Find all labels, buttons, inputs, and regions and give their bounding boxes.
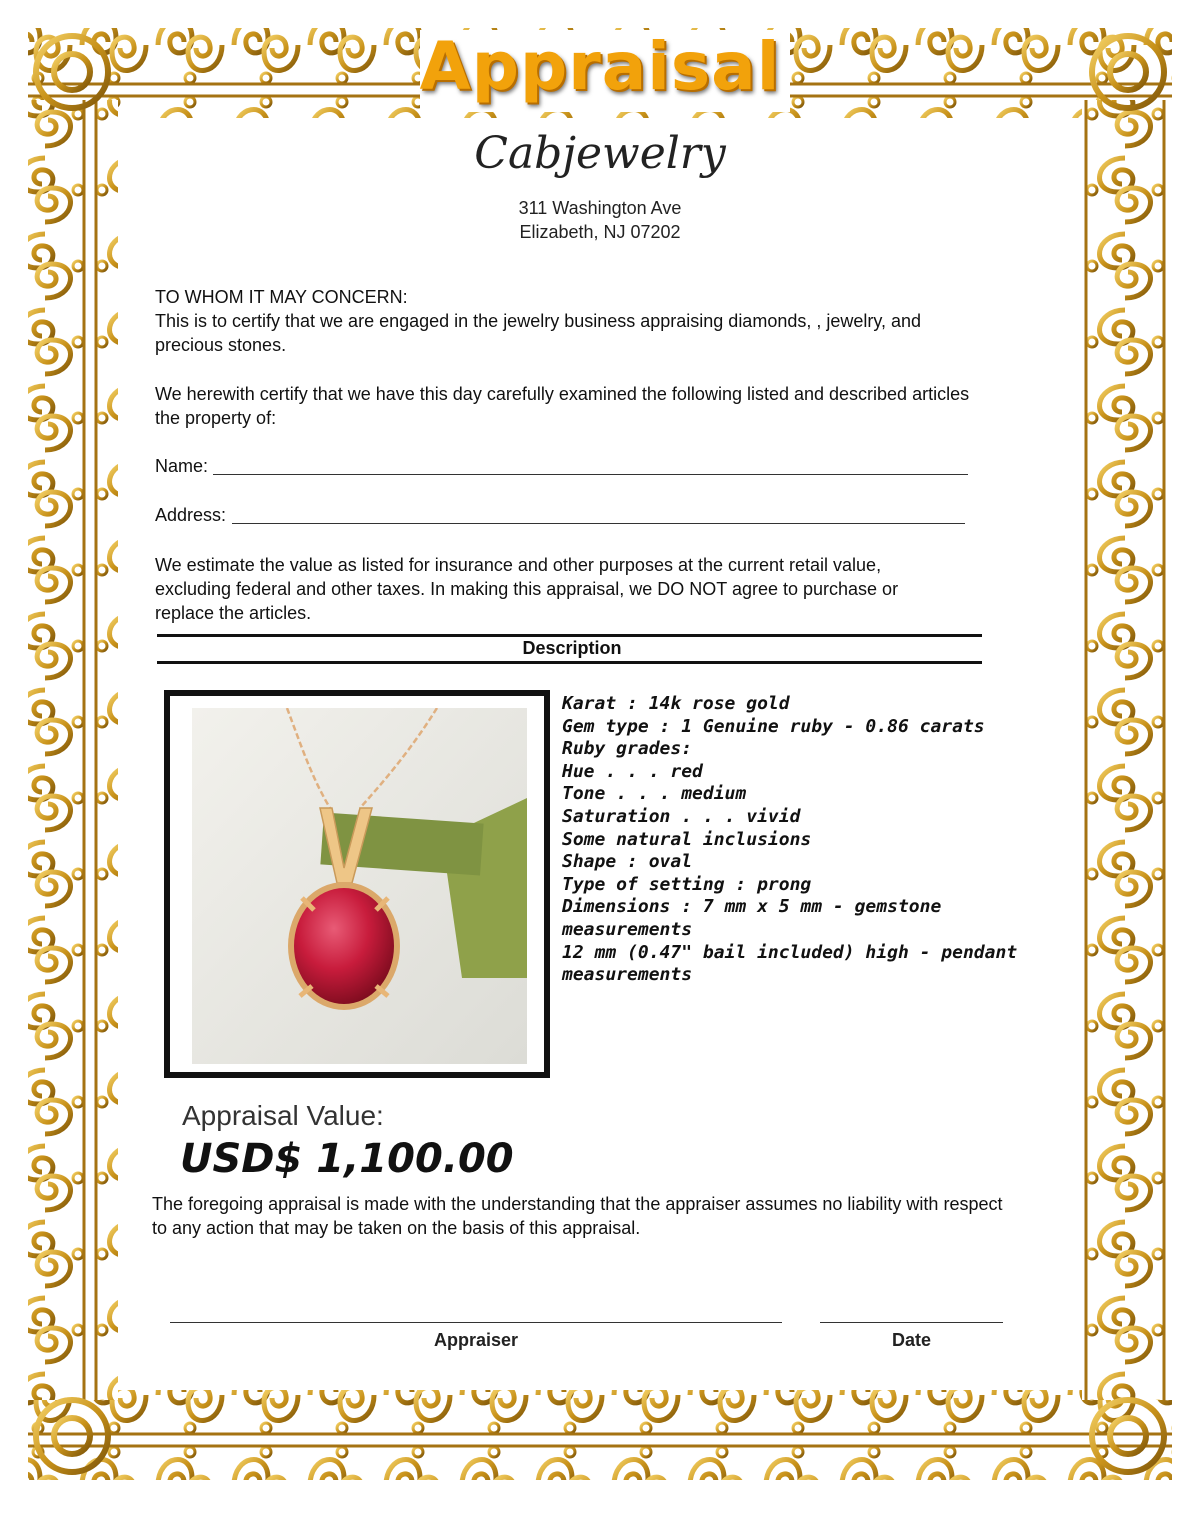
description-details <box>562 693 1042 987</box>
ruby-pendant-photo <box>192 708 527 1064</box>
detail-line: Saturation . . . vivid <box>562 805 801 827</box>
disclaimer-paragraph: The foregoing appraisal is made with the understanding that the appraiser assumes no liability with respect to any action that may be taken on the basis of this appraisal. <box>152 1194 1003 1238</box>
detail-line: 12 mm (0.47" bail included) high - pendant measurements <box>562 941 1028 986</box>
appraiser-label: Appraiser <box>433 1330 519 1350</box>
detail-line: Karat : 14k rose gold <box>562 693 790 714</box>
detail-line: Gem type : 1 Genuine ruby - 0.86 carats <box>562 715 985 737</box>
appraisal-value-label: Appraisal Value: <box>182 1100 384 1131</box>
intro-paragraph-2: We herewith certify that we have this day carefully examined the following listed and described articles the property of: <box>155 384 970 428</box>
description-rule-bottom <box>157 661 982 664</box>
page-title: Appraisal <box>419 28 781 105</box>
detail-line: Tone . . . medium <box>562 783 747 805</box>
detail-line: Dimensions : 7 mm x 5 mm - gemstone measurements <box>562 896 953 940</box>
detail-line: Type of setting : prong <box>562 873 812 895</box>
salutation: TO WHOM IT MAY CONCERN: <box>155 287 408 307</box>
address-line-2: Elizabeth, NJ 07202 <box>519 222 681 242</box>
name-field-line[interactable] <box>213 474 968 475</box>
estimate-paragraph: We estimate the value as listed for insurance and other purposes at the current retail value, excluding federal and other taxes. In making this appraisal, we DO NOT agree to purchase or replace the articles. <box>155 555 899 623</box>
detail-line: Ruby grades: <box>562 738 693 760</box>
address-field-label: Address: <box>155 505 227 525</box>
address-field-line[interactable] <box>232 523 965 524</box>
detail-line: Some natural inclusions <box>562 828 812 850</box>
appraisal-value-amount: USD$ 1,100.00 <box>180 1136 514 1182</box>
brand-logo-text: Cabjewelry <box>474 128 726 179</box>
date-label: Date <box>891 1330 931 1350</box>
appraiser-signature-line[interactable] <box>170 1322 782 1323</box>
name-field-label: Name: <box>155 456 209 476</box>
product-photo-frame <box>164 690 550 1078</box>
detail-line: Shape : oval <box>562 851 693 873</box>
address-line-1: 311 Washington Ave <box>518 198 682 218</box>
description-rule-top <box>157 634 982 637</box>
intro-paragraph-1: This is to certify that we are engaged in the jewelry business appraising diamonds, , jewelry, and precious stones. <box>155 311 922 355</box>
description-heading: Description <box>522 638 622 658</box>
detail-line: Hue . . . red <box>562 760 703 782</box>
date-signature-line[interactable] <box>820 1322 1003 1323</box>
